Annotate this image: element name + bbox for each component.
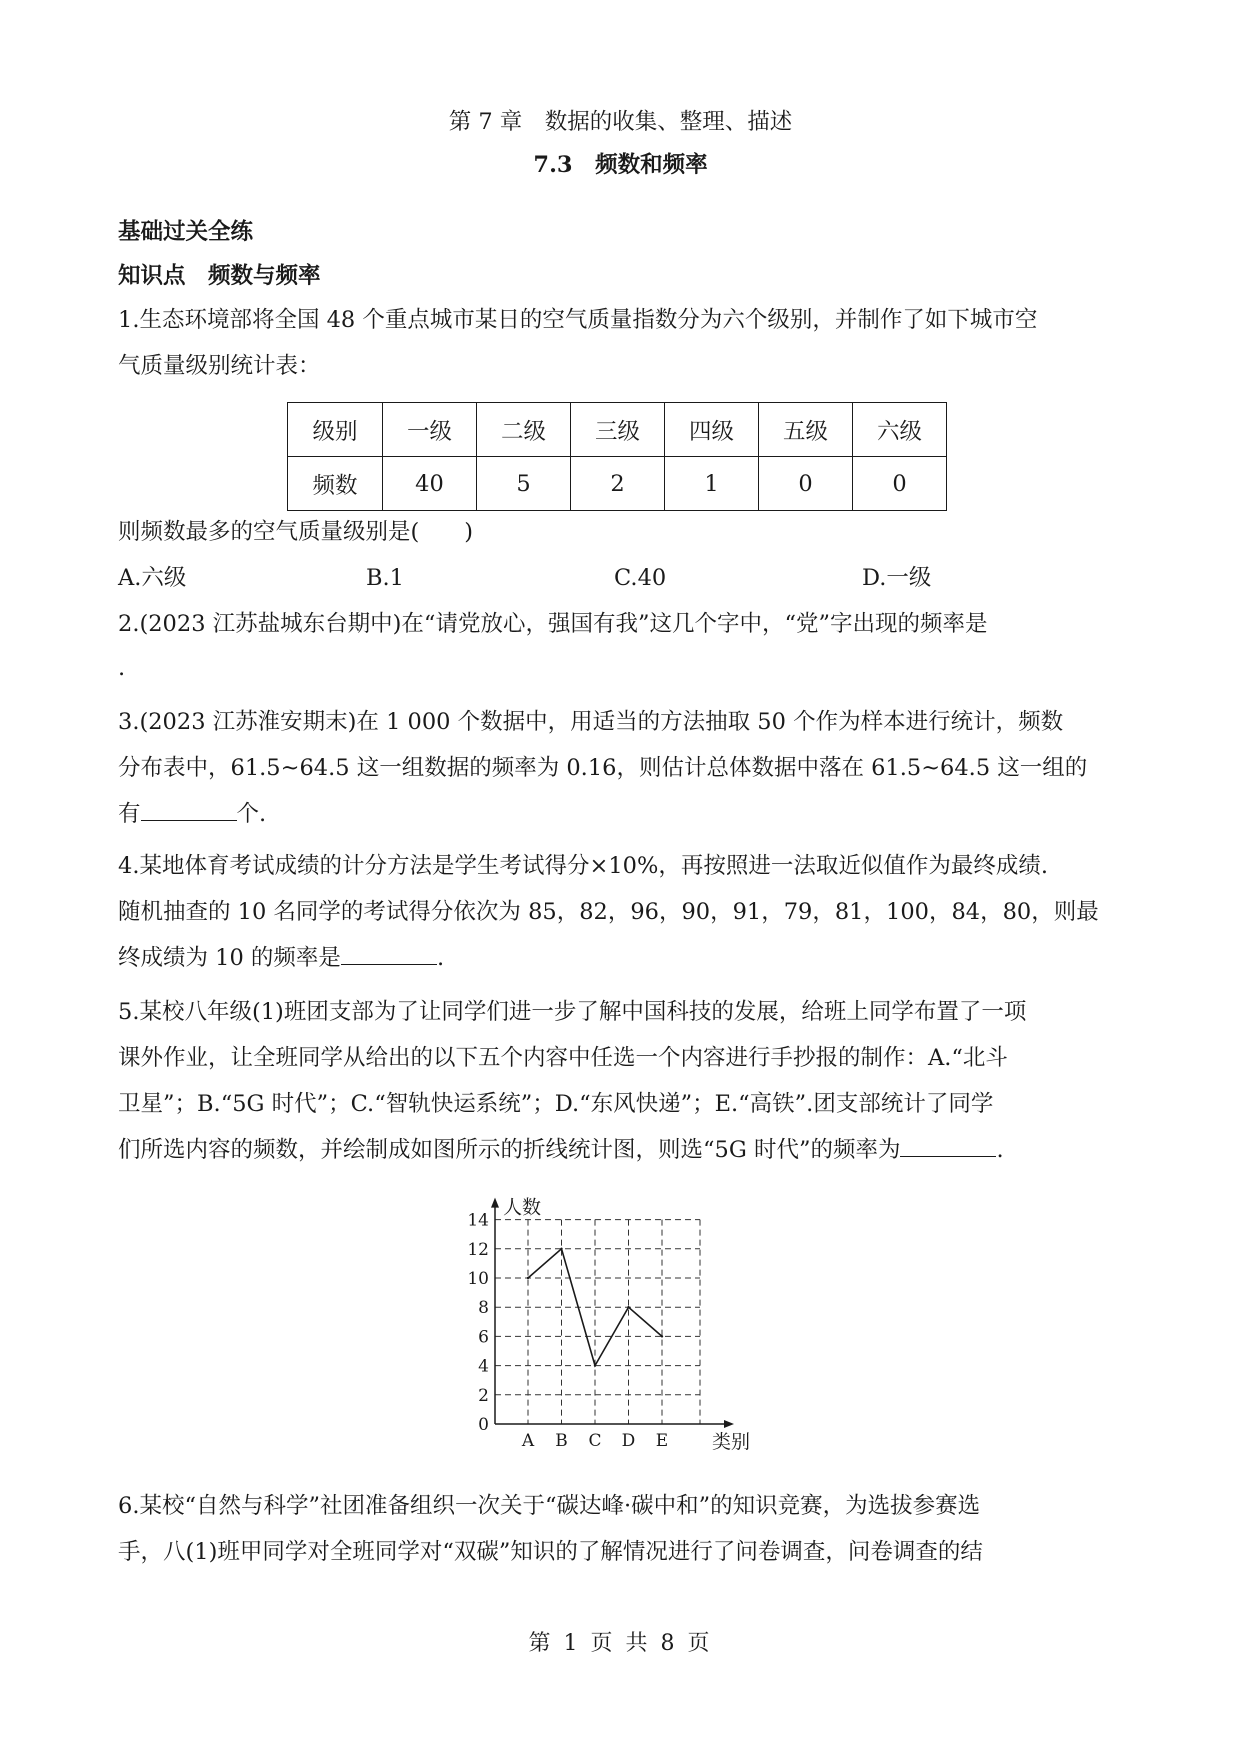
answer-blank bbox=[341, 942, 437, 965]
q5-line1: 5.某校八年级(1)班团支部为了让同学们进一步了解中国科技的发展，给班上同学布置了一项 bbox=[118, 999, 1027, 1025]
q5-line4 bbox=[118, 1134, 1004, 1166]
y-tick-label: 12 bbox=[467, 1239, 489, 1260]
data-point bbox=[527, 1277, 529, 1279]
q5-line4-suffix: . bbox=[996, 1137, 1004, 1163]
q1-question: 则频数最多的空气质量级别是( ) bbox=[118, 519, 474, 545]
q3-line2: 分布表中，61.5~64.5 这一组数据的频率为 0.16，则估计总体数据中落在 61.5~64.5 这一组的 bbox=[118, 755, 1088, 781]
q4-line1: 4.某地体育考试成绩的计分方法是学生考试得分×10%，再按照进一法取近似值作为最终成绩. bbox=[118, 853, 1048, 879]
q2-line2: . bbox=[118, 655, 126, 681]
q1-option-c: C.40 bbox=[614, 565, 667, 591]
page-footer: 第 1 页 共 8 页 bbox=[528, 1631, 713, 1656]
q3-line1: 3.(2023 江苏淮安期末)在 1 000 个数据中，用适当的方法抽取 50 个作为样本进行统计，频数 bbox=[118, 709, 1064, 735]
table-cell: 四级 bbox=[665, 403, 759, 457]
y-tick-label: 4 bbox=[478, 1356, 489, 1377]
q6-line2: 手，八(1)班甲同学对全班同学对“双碳”知识的了解情况进行了问卷调查，问卷调查的结 bbox=[118, 1539, 983, 1565]
table-cell: 0 bbox=[853, 457, 947, 511]
y-tick-label: 2 bbox=[478, 1385, 489, 1406]
x-axis-arrow bbox=[724, 1420, 734, 1428]
air-quality-table bbox=[287, 402, 947, 511]
knowledge-point-heading: 知识点 频数与频率 bbox=[118, 263, 321, 289]
data-point bbox=[594, 1364, 596, 1366]
table-row bbox=[288, 457, 947, 511]
q4-line3-suffix: . bbox=[436, 945, 445, 971]
q1-option-b: B.1 bbox=[366, 565, 405, 591]
data-point bbox=[560, 1248, 562, 1250]
table-row bbox=[288, 403, 947, 457]
data-point bbox=[661, 1335, 663, 1337]
table-cell: 三级 bbox=[571, 403, 665, 457]
q5-line3: 卫星”；B.“5G 时代”；C.“智轨快运系统”；D.“东风快递”；E.“高铁”.团支部统计了同学 bbox=[118, 1091, 994, 1117]
table-cell: 一级 bbox=[383, 403, 477, 457]
y-tick-label: 14 bbox=[467, 1210, 489, 1231]
table-cell: 5 bbox=[477, 457, 571, 511]
table-cell: 级别 bbox=[288, 403, 383, 457]
q3-line3-prefix: 有 bbox=[118, 801, 141, 827]
q3-line3 bbox=[118, 798, 266, 830]
table-cell: 六级 bbox=[853, 403, 947, 457]
x-tick-label: B bbox=[555, 1431, 568, 1451]
q2-line1: 2.(2023 江苏盐城东台期中)在“请党放心，强国有我”这几个字中，“党”字出现的频率是 bbox=[118, 611, 988, 637]
q1-option-a: A.六级 bbox=[118, 565, 187, 591]
x-tick-label: C bbox=[588, 1431, 602, 1451]
q1-line1: 1.生态环境部将全国 48 个重点城市某日的空气质量指数分为六个级别，并制作了如下城市空 bbox=[118, 307, 1038, 333]
table-cell: 0 bbox=[759, 457, 853, 511]
y-tick-label: 6 bbox=[478, 1327, 489, 1348]
table-cell: 40 bbox=[383, 457, 477, 511]
table-cell: 五级 bbox=[759, 403, 853, 457]
chapter-title: 第 7 章 数据的收集、整理、描述 bbox=[448, 109, 793, 135]
y-tick-label: 0 bbox=[478, 1415, 489, 1435]
data-point bbox=[627, 1306, 629, 1308]
table-cell: 2 bbox=[571, 457, 665, 511]
q5-line2: 课外作业，让全班同学从给出的以下五个内容中任选一个内容进行手抄报的制作：A.“北斗 bbox=[118, 1045, 1008, 1071]
q4-line2: 随机抽查的 10 名同学的考试得分依次为 85，82，96，90，91，79，81，100，84，80，则最 bbox=[118, 899, 1099, 925]
x-tick-label: E bbox=[655, 1431, 669, 1451]
x-tick-label: D bbox=[621, 1431, 636, 1451]
section-title: 7.3 频数和频率 bbox=[533, 152, 708, 178]
q5-line4-prefix: 们所选内容的频数，并绘制成如图所示的折线统计图，则选“5G 时代”的频率为 bbox=[118, 1137, 901, 1163]
q4-line3-prefix: 终成绩为 10 的频率是 bbox=[118, 945, 341, 971]
table-cell: 1 bbox=[665, 457, 759, 511]
y-axis-arrow bbox=[491, 1198, 499, 1208]
y-tick-label: 8 bbox=[478, 1298, 489, 1319]
q1-line2: 气质量级别统计表： bbox=[118, 353, 321, 379]
q1-option-d: D.一级 bbox=[862, 565, 932, 591]
y-axis-label: 人数 bbox=[503, 1196, 542, 1219]
q3-line3-suffix: 个. bbox=[236, 801, 267, 827]
x-axis-label: 类别 bbox=[712, 1431, 751, 1453]
line-chart bbox=[440, 1178, 800, 1458]
x-tick-label: A bbox=[521, 1431, 535, 1451]
table-cell: 二级 bbox=[477, 403, 571, 457]
answer-blank bbox=[900, 1134, 996, 1157]
answer-blank bbox=[141, 798, 237, 821]
y-tick-label: 10 bbox=[467, 1269, 489, 1289]
q4-line3 bbox=[118, 942, 444, 974]
q6-line1: 6.某校“自然与科学”社团准备组织一次关于“碳达峰·碳中和”的知识竞赛，为选拔参赛选 bbox=[118, 1493, 981, 1519]
practice-heading: 基础过关全练 bbox=[118, 219, 254, 245]
table-cell: 频数 bbox=[288, 457, 383, 511]
